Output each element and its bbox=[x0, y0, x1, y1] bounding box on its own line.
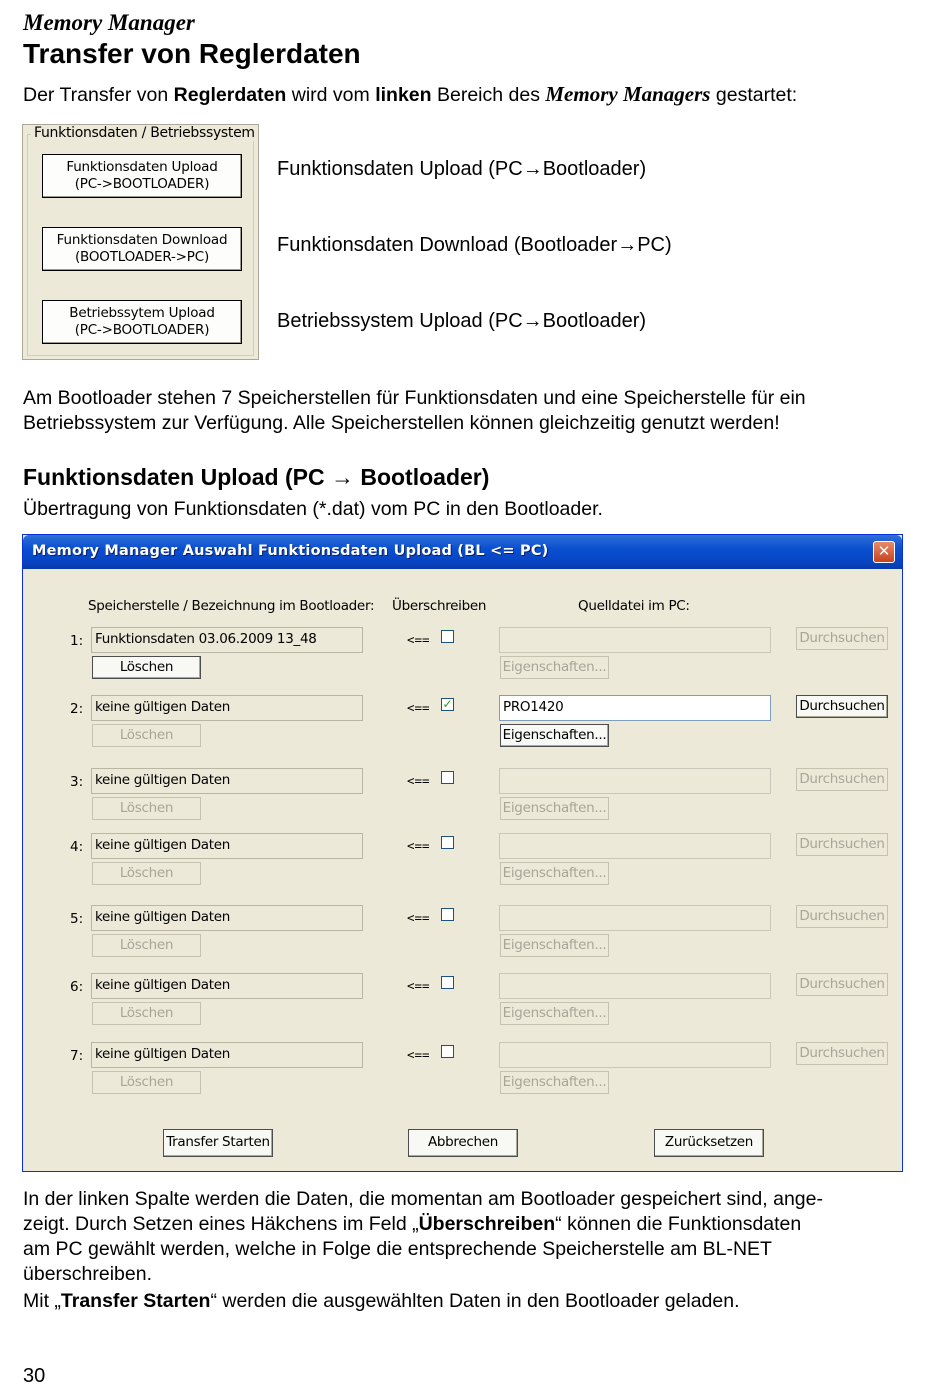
dialog-title: Memory Manager Auswahl Funktionsdaten Upload (BL <= PC) bbox=[32, 543, 549, 559]
arrow-right-icon: → bbox=[522, 158, 543, 180]
properties-button[interactable]: Eigenschaften... bbox=[500, 797, 609, 820]
slot-name-field: Funktionsdaten 03.06.2009 13_48 bbox=[91, 627, 363, 653]
source-file-field[interactable]: PRO1420 bbox=[499, 695, 771, 721]
browse-button[interactable]: Durchsuchen bbox=[796, 833, 888, 856]
arrow-right-icon: → bbox=[330, 464, 354, 490]
intro-paragraph: Der Transfer von Reglerdaten wird vom linken Bereich des Memory Managers gestartet: bbox=[23, 82, 798, 106]
source-file-field[interactable] bbox=[499, 833, 771, 859]
overwrite-checkbox[interactable] bbox=[441, 630, 454, 643]
row-number: 6: bbox=[70, 979, 84, 995]
overwrite-arrow-label: <== bbox=[407, 773, 430, 788]
section-subtitle: Übertragung von Funktionsdaten (*.dat) vom PC in den Bootloader. bbox=[23, 498, 603, 520]
function-data-download-button[interactable]: Funktionsdaten Download (BOOTLOADER->PC) bbox=[42, 227, 242, 271]
column-header-overwrite: Überschreiben bbox=[392, 598, 487, 614]
os-upload-description: Betriebssystem Upload (PC→Bootloader) bbox=[277, 310, 647, 332]
browse-button[interactable]: Durchsuchen bbox=[796, 1042, 888, 1065]
slot-name-field: keine gültigen Daten bbox=[91, 695, 363, 721]
running-head: Memory Manager bbox=[23, 10, 195, 35]
arrow-right-icon: → bbox=[617, 234, 638, 256]
cancel-button[interactable]: Abbrechen bbox=[408, 1129, 518, 1157]
os-upload-button[interactable]: Betriebssytem Upload (PC->BOOTLOADER) bbox=[42, 300, 242, 344]
slot-name-field: keine gültigen Daten bbox=[91, 905, 363, 931]
overwrite-checkbox[interactable]: ✓ bbox=[442, 697, 453, 711]
row-number: 3: bbox=[70, 774, 84, 790]
browse-button[interactable]: Durchsuchen bbox=[796, 695, 888, 718]
explanation-paragraph: In der linken Spalte werden die Daten, die momentan am Bootloader gespeichert sind, ange- zeigt. Durch Setzen eines Häkchens im Feld „Überschreiben“ können die Funktionsdaten am PC gewählt werden, welche in Folge die entsprechende Speicherstelle am BL-NET überschreiben. bbox=[23, 1188, 823, 1285]
browse-button[interactable]: Durchsuchen bbox=[796, 627, 888, 650]
overwrite-checkbox[interactable] bbox=[441, 1045, 454, 1058]
delete-button[interactable]: Löschen bbox=[92, 724, 201, 747]
properties-button[interactable]: Eigenschaften... bbox=[500, 1002, 609, 1025]
column-header-source: Quelldatei im PC: bbox=[578, 598, 690, 614]
function-data-groupbox bbox=[22, 124, 259, 360]
source-file-field[interactable] bbox=[499, 905, 771, 931]
slot-name-field: keine gültigen Daten bbox=[91, 973, 363, 999]
arrow-right-icon: → bbox=[522, 310, 543, 332]
row-number: 5: bbox=[70, 911, 84, 927]
delete-button[interactable]: Löschen bbox=[92, 656, 201, 679]
page-number: 30 bbox=[23, 1365, 46, 1387]
source-file-field[interactable] bbox=[499, 768, 771, 794]
properties-button[interactable]: Eigenschaften... bbox=[500, 1071, 609, 1094]
row-number: 1: bbox=[70, 633, 84, 649]
delete-button[interactable]: Löschen bbox=[92, 862, 201, 885]
section-title: Funktionsdaten Upload (PC → Bootloader) bbox=[23, 464, 490, 490]
source-file-field[interactable] bbox=[499, 973, 771, 999]
browse-button[interactable]: Durchsuchen bbox=[796, 905, 888, 928]
transfer-start-button[interactable]: Transfer Starten bbox=[163, 1129, 273, 1157]
page-title: Transfer von Reglerdaten bbox=[23, 38, 361, 69]
overwrite-arrow-label: <== bbox=[407, 838, 430, 853]
properties-button[interactable]: Eigenschaften... bbox=[500, 656, 609, 679]
dialog-titlebar[interactable] bbox=[23, 535, 902, 569]
browse-button[interactable]: Durchsuchen bbox=[796, 768, 888, 791]
slot-name-field: keine gültigen Daten bbox=[91, 1042, 363, 1068]
transfer-paragraph: Mit „Transfer Starten“ werden die ausgewählten Daten in den Bootloader geladen. bbox=[23, 1290, 740, 1312]
column-header-slot: Speicherstelle / Bezeichnung im Bootloader: bbox=[88, 598, 375, 614]
function-data-upload-button[interactable]: Funktionsdaten Upload (PC->BOOTLOADER) bbox=[42, 154, 242, 198]
overwrite-checkbox[interactable] bbox=[441, 771, 454, 784]
upload-dialog bbox=[22, 534, 903, 1172]
delete-button[interactable]: Löschen bbox=[92, 934, 201, 957]
properties-button[interactable]: Eigenschaften... bbox=[500, 862, 609, 885]
slot-name-field: keine gültigen Daten bbox=[91, 768, 363, 794]
properties-button[interactable]: Eigenschaften... bbox=[500, 724, 609, 747]
close-button[interactable]: ✕ bbox=[873, 541, 895, 563]
reset-button[interactable]: Zurücksetzen bbox=[654, 1129, 764, 1157]
row-number: 2: bbox=[70, 701, 84, 717]
overwrite-arrow-label: <== bbox=[407, 910, 430, 925]
slot-name-field: keine gültigen Daten bbox=[91, 833, 363, 859]
upload-description: Funktionsdaten Upload (PC→Bootloader) bbox=[277, 158, 647, 180]
properties-button[interactable]: Eigenschaften... bbox=[500, 934, 609, 957]
browse-button[interactable]: Durchsuchen bbox=[796, 973, 888, 996]
overwrite-arrow-label: <== bbox=[407, 978, 430, 993]
overwrite-checkbox[interactable] bbox=[441, 836, 454, 849]
source-file-field[interactable] bbox=[499, 627, 771, 653]
overwrite-checkbox[interactable] bbox=[441, 908, 454, 921]
row-number: 7: bbox=[70, 1048, 84, 1064]
overwrite-arrow-label: <== bbox=[407, 700, 430, 715]
delete-button[interactable]: Löschen bbox=[92, 1002, 201, 1025]
source-file-field[interactable] bbox=[499, 1042, 771, 1068]
overwrite-arrow-label: <== bbox=[407, 1047, 430, 1062]
delete-button[interactable]: Löschen bbox=[92, 1071, 201, 1094]
row-number: 4: bbox=[70, 839, 84, 855]
overwrite-checkbox[interactable] bbox=[441, 976, 454, 989]
groupbox-title: Funktionsdaten / Betriebssystem bbox=[31, 125, 258, 141]
download-description: Funktionsdaten Download (Bootloader→PC) bbox=[277, 234, 672, 256]
memory-paragraph: Am Bootloader stehen 7 Speicherstellen für Funktionsdaten und eine Speicherstelle für ein Betriebssystem zur Verfügung. Alle Speicherstellen können gleichzeitig genutzt werden! bbox=[23, 387, 806, 434]
delete-button[interactable]: Löschen bbox=[92, 797, 201, 820]
overwrite-arrow-label: <== bbox=[407, 632, 430, 647]
